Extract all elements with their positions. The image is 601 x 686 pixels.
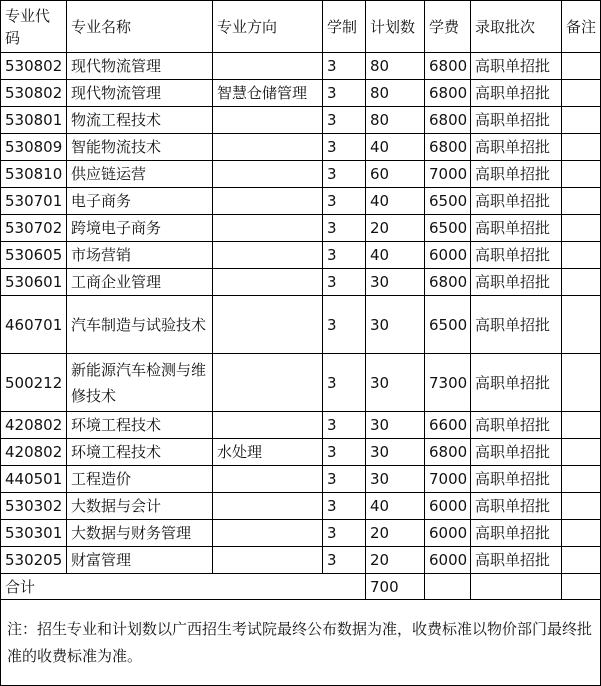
- cell-duration: 3: [323, 134, 366, 161]
- cell-duration: 3: [323, 466, 366, 493]
- cell-batch: 高职单招批: [471, 520, 562, 547]
- cell-code: 530205: [1, 547, 67, 574]
- cell-remark: [562, 493, 601, 520]
- cell-duration: 3: [323, 412, 366, 439]
- cell-fee: 7300: [425, 354, 471, 412]
- cell-duration: 3: [323, 80, 366, 107]
- cell-plan: 40: [366, 242, 425, 269]
- table-row: [1, 439, 601, 466]
- cell-remark: [562, 107, 601, 134]
- cell-name: 汽车制造与试验技术: [67, 296, 213, 354]
- cell-duration: 3: [323, 520, 366, 547]
- cell-plan: 30: [366, 439, 425, 466]
- total-batch-empty: [471, 574, 562, 600]
- cell-batch: 高职单招批: [471, 80, 562, 107]
- cell-duration: 3: [323, 188, 366, 215]
- table-row: [1, 134, 601, 161]
- cell-remark: [562, 215, 601, 242]
- cell-fee: 6800: [425, 107, 471, 134]
- cell-direction: 智慧仓储管理: [213, 80, 323, 107]
- cell-batch: 高职单招批: [471, 188, 562, 215]
- cell-code: 530302: [1, 493, 67, 520]
- header-code: 专业代码: [1, 1, 67, 53]
- table-row: [1, 161, 601, 188]
- table-row: [1, 493, 601, 520]
- cell-duration: 3: [323, 547, 366, 574]
- cell-remark: [562, 161, 601, 188]
- cell-code: 530701: [1, 188, 67, 215]
- cell-fee: 6000: [425, 547, 471, 574]
- cell-plan: 30: [366, 269, 425, 296]
- cell-plan: 30: [366, 466, 425, 493]
- cell-fee: 6800: [425, 80, 471, 107]
- total-label: 合计: [1, 574, 366, 600]
- cell-batch: 高职单招批: [471, 134, 562, 161]
- cell-direction: [213, 493, 323, 520]
- cell-plan: 20: [366, 547, 425, 574]
- cell-plan: 30: [366, 354, 425, 412]
- cell-remark: [562, 269, 601, 296]
- cell-remark: [562, 354, 601, 412]
- cell-code: 530802: [1, 53, 67, 80]
- cell-remark: [562, 412, 601, 439]
- cell-batch: 高职单招批: [471, 439, 562, 466]
- cell-name: 物流工程技术: [67, 107, 213, 134]
- cell-batch: 高职单招批: [471, 269, 562, 296]
- cell-name: 电子商务: [67, 188, 213, 215]
- cell-code: 500212: [1, 354, 67, 412]
- cell-duration: 3: [323, 53, 366, 80]
- cell-code: 530809: [1, 134, 67, 161]
- table-row: [1, 242, 601, 269]
- cell-direction: [213, 269, 323, 296]
- total-fee-empty: [425, 574, 471, 600]
- cell-plan: 40: [366, 188, 425, 215]
- cell-plan: 20: [366, 520, 425, 547]
- total-row: [1, 574, 601, 600]
- cell-duration: 3: [323, 493, 366, 520]
- cell-code: 460701: [1, 296, 67, 354]
- cell-name: 大数据与财务管理: [67, 520, 213, 547]
- cell-direction: [213, 296, 323, 354]
- cell-batch: 高职单招批: [471, 53, 562, 80]
- cell-direction: [213, 188, 323, 215]
- cell-direction: [213, 134, 323, 161]
- cell-plan: 40: [366, 493, 425, 520]
- cell-code: 530601: [1, 269, 67, 296]
- cell-code: 530801: [1, 107, 67, 134]
- cell-direction: [213, 354, 323, 412]
- cell-direction: [213, 412, 323, 439]
- cell-name: 财富管理: [67, 547, 213, 574]
- cell-code: 530810: [1, 161, 67, 188]
- cell-name: 供应链运营: [67, 161, 213, 188]
- cell-remark: [562, 242, 601, 269]
- header-name: 专业名称: [67, 1, 213, 53]
- cell-code: 530301: [1, 520, 67, 547]
- cell-remark: [562, 547, 601, 574]
- cell-name: 工商企业管理: [67, 269, 213, 296]
- cell-name: 大数据与会计: [67, 493, 213, 520]
- cell-fee: 6000: [425, 520, 471, 547]
- cell-direction: [213, 53, 323, 80]
- cell-duration: 3: [323, 354, 366, 412]
- table-row: [1, 412, 601, 439]
- cell-plan: 30: [366, 412, 425, 439]
- note-text: 注：招生专业和计划数以广西招生考试院最终公布数据为准，收费标准以物价部门最终批准的收费标准为准。: [1, 600, 601, 686]
- cell-code: 420802: [1, 412, 67, 439]
- cell-duration: 3: [323, 439, 366, 466]
- header-plan: 计划数: [366, 1, 425, 53]
- header-fee: 学费: [425, 1, 471, 53]
- cell-fee: 6000: [425, 242, 471, 269]
- cell-remark: [562, 53, 601, 80]
- cell-plan: 80: [366, 107, 425, 134]
- cell-batch: 高职单招批: [471, 242, 562, 269]
- cell-batch: 高职单招批: [471, 412, 562, 439]
- table-row: [1, 354, 601, 412]
- cell-code: 530605: [1, 242, 67, 269]
- cell-batch: 高职单招批: [471, 215, 562, 242]
- cell-code: 530802: [1, 80, 67, 107]
- cell-batch: 高职单招批: [471, 296, 562, 354]
- cell-remark: [562, 520, 601, 547]
- cell-batch: 高职单招批: [471, 547, 562, 574]
- table-row: [1, 520, 601, 547]
- cell-plan: 40: [366, 134, 425, 161]
- table-row: [1, 466, 601, 493]
- cell-batch: 高职单招批: [471, 107, 562, 134]
- cell-fee: 6600: [425, 412, 471, 439]
- cell-remark: [562, 466, 601, 493]
- table-row: [1, 296, 601, 354]
- cell-remark: [562, 188, 601, 215]
- cell-fee: 6000: [425, 493, 471, 520]
- cell-name: 现代物流管理: [67, 80, 213, 107]
- table-row: [1, 188, 601, 215]
- cell-name: 新能源汽车检测与维修技术: [67, 354, 213, 412]
- header-remark: 备注: [562, 1, 601, 53]
- cell-direction: 水处理: [213, 439, 323, 466]
- total-remark-empty: [562, 574, 601, 600]
- cell-duration: 3: [323, 107, 366, 134]
- cell-fee: 6800: [425, 269, 471, 296]
- cell-direction: [213, 242, 323, 269]
- cell-fee: 6500: [425, 296, 471, 354]
- cell-plan: 80: [366, 80, 425, 107]
- cell-name: 工程造价: [67, 466, 213, 493]
- cell-fee: 6500: [425, 188, 471, 215]
- cell-batch: 高职单招批: [471, 466, 562, 493]
- total-plan: 700: [366, 574, 425, 600]
- cell-name: 环境工程技术: [67, 412, 213, 439]
- header-batch: 录取批次: [471, 1, 562, 53]
- cell-fee: 6800: [425, 53, 471, 80]
- cell-plan: 80: [366, 53, 425, 80]
- header-direction: 专业方向: [213, 1, 323, 53]
- cell-name: 智能物流技术: [67, 134, 213, 161]
- cell-duration: 3: [323, 215, 366, 242]
- cell-duration: 3: [323, 269, 366, 296]
- cell-direction: [213, 107, 323, 134]
- cell-batch: 高职单招批: [471, 493, 562, 520]
- cell-name: 环境工程技术: [67, 439, 213, 466]
- cell-fee: 6800: [425, 439, 471, 466]
- cell-direction: [213, 520, 323, 547]
- cell-direction: [213, 547, 323, 574]
- cell-name: 跨境电子商务: [67, 215, 213, 242]
- cell-fee: 7000: [425, 466, 471, 493]
- cell-plan: 30: [366, 296, 425, 354]
- cell-code: 530702: [1, 215, 67, 242]
- cell-batch: 高职单招批: [471, 161, 562, 188]
- cell-batch: 高职单招批: [471, 354, 562, 412]
- table-row: [1, 107, 601, 134]
- cell-name: 市场营销: [67, 242, 213, 269]
- cell-remark: [562, 80, 601, 107]
- header-duration: 学制: [323, 1, 366, 53]
- cell-fee: 6500: [425, 215, 471, 242]
- cell-duration: 3: [323, 161, 366, 188]
- cell-remark: [562, 439, 601, 466]
- table-row: [1, 80, 601, 107]
- cell-direction: [213, 215, 323, 242]
- header-row: [1, 1, 601, 53]
- cell-code: 420802: [1, 439, 67, 466]
- cell-duration: 3: [323, 242, 366, 269]
- table-row: [1, 215, 601, 242]
- cell-name: 现代物流管理: [67, 53, 213, 80]
- cell-plan: 60: [366, 161, 425, 188]
- table-row: [1, 547, 601, 574]
- cell-remark: [562, 296, 601, 354]
- cell-fee: 7000: [425, 161, 471, 188]
- cell-plan: 20: [366, 215, 425, 242]
- table-row: [1, 269, 601, 296]
- cell-direction: [213, 466, 323, 493]
- cell-fee: 6800: [425, 134, 471, 161]
- cell-remark: [562, 134, 601, 161]
- table-row: [1, 53, 601, 80]
- note-row: [1, 600, 601, 686]
- cell-direction: [213, 161, 323, 188]
- cell-code: 440501: [1, 466, 67, 493]
- cell-duration: 3: [323, 296, 366, 354]
